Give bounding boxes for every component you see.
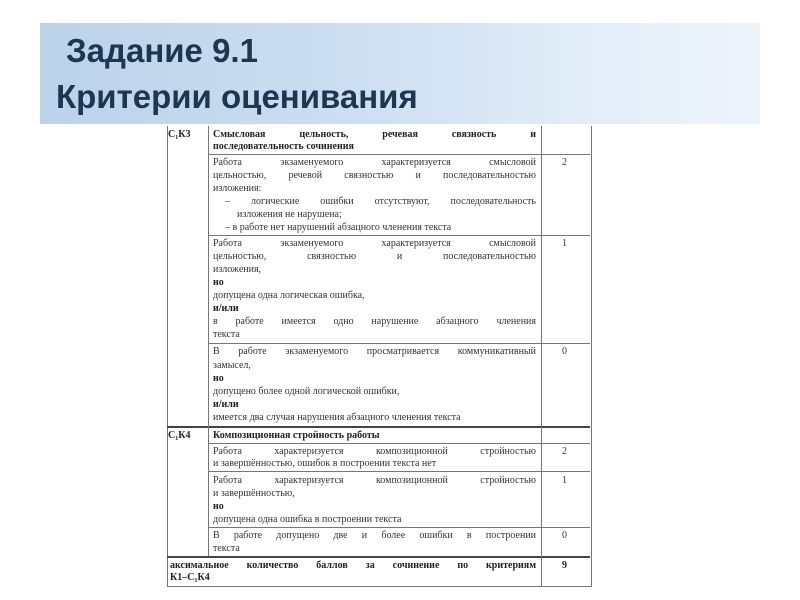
level-line: Работа экзаменуемого характеризуется смысловой	[213, 238, 536, 249]
criterion-name: последовательность сочинения	[213, 141, 354, 152]
level-line: и завершённостью, ошибок в построении текста нет	[213, 458, 437, 469]
column-divider	[541, 126, 542, 586]
level-line: но	[213, 501, 224, 512]
level-line: цельностью, речевой связностью и последовательностью	[213, 170, 536, 181]
row-divider	[208, 471, 590, 472]
level-line: допущена одна ошибка в построении текста	[213, 514, 402, 525]
level-score: 0	[562, 530, 567, 541]
level-line: но	[213, 373, 224, 384]
level-line: замысел,	[213, 360, 251, 371]
slide-subtitle: Критерии оценивания	[56, 78, 418, 115]
criterion-divider	[167, 426, 590, 428]
level-line: Работа экзаменуемого характеризуется смысловой	[213, 157, 536, 168]
level-score: 2	[562, 157, 567, 168]
level-line: и завершённостью,	[213, 488, 295, 499]
level-score: 1	[562, 475, 567, 486]
column-divider	[208, 126, 209, 556]
level-line: цельностью, связностью и последовательностью	[213, 251, 536, 262]
level-line: и/или	[213, 303, 239, 314]
level-line: изложения:	[213, 183, 262, 194]
row-divider	[208, 235, 590, 236]
row-divider	[208, 154, 590, 155]
level-score: 1	[562, 238, 567, 249]
level-line: В работе экзаменуемого просматривается коммуникативный	[213, 346, 536, 357]
level-line: изложения не нарушена;	[237, 209, 342, 220]
level-line: изложения,	[213, 264, 262, 275]
level-line: Работа характеризуется композиционной стройностью	[213, 446, 536, 457]
criterion-code: С₁К4	[168, 430, 191, 441]
level-line: текста	[213, 543, 240, 554]
level-line: но	[213, 277, 224, 288]
criterion-code: С₁К3	[168, 129, 191, 140]
level-line: допущено более одной логической ошибки,	[213, 386, 400, 397]
criterion-name: Смысловая цельность, речевая связность и	[213, 129, 536, 140]
total-score: 9	[562, 560, 567, 571]
criterion-name: Композиционная стройность работы	[213, 430, 380, 441]
total-divider	[167, 556, 590, 558]
level-score: 2	[562, 446, 567, 457]
level-line: в работе имеется одно нарушение абзацного членения	[213, 316, 536, 327]
level-line: имеется два случая нарушения абзацного членения текста	[213, 412, 461, 423]
level-line: текста	[213, 329, 240, 340]
total-label: аксимальное количество баллов за сочинение по критериям	[170, 560, 536, 571]
level-line: – в работе нет нарушений абзацного членения текста	[225, 222, 452, 233]
level-line: В работе допущено две и более ошибки в построении	[213, 530, 536, 541]
level-score: 0	[562, 346, 567, 357]
row-divider	[208, 343, 590, 344]
row-divider	[208, 443, 590, 444]
level-line: – логические ошибки отсутствуют, последовательность	[225, 196, 536, 207]
row-divider	[208, 527, 590, 528]
total-label: К1–С₁К4	[170, 572, 210, 583]
slide-title: Задание 9.1	[66, 32, 258, 69]
level-line: Работа характеризуется композиционной стройностью	[213, 475, 536, 486]
level-line: и/или	[213, 399, 239, 410]
level-line: допущена одна логическая ошибка,	[213, 290, 365, 301]
